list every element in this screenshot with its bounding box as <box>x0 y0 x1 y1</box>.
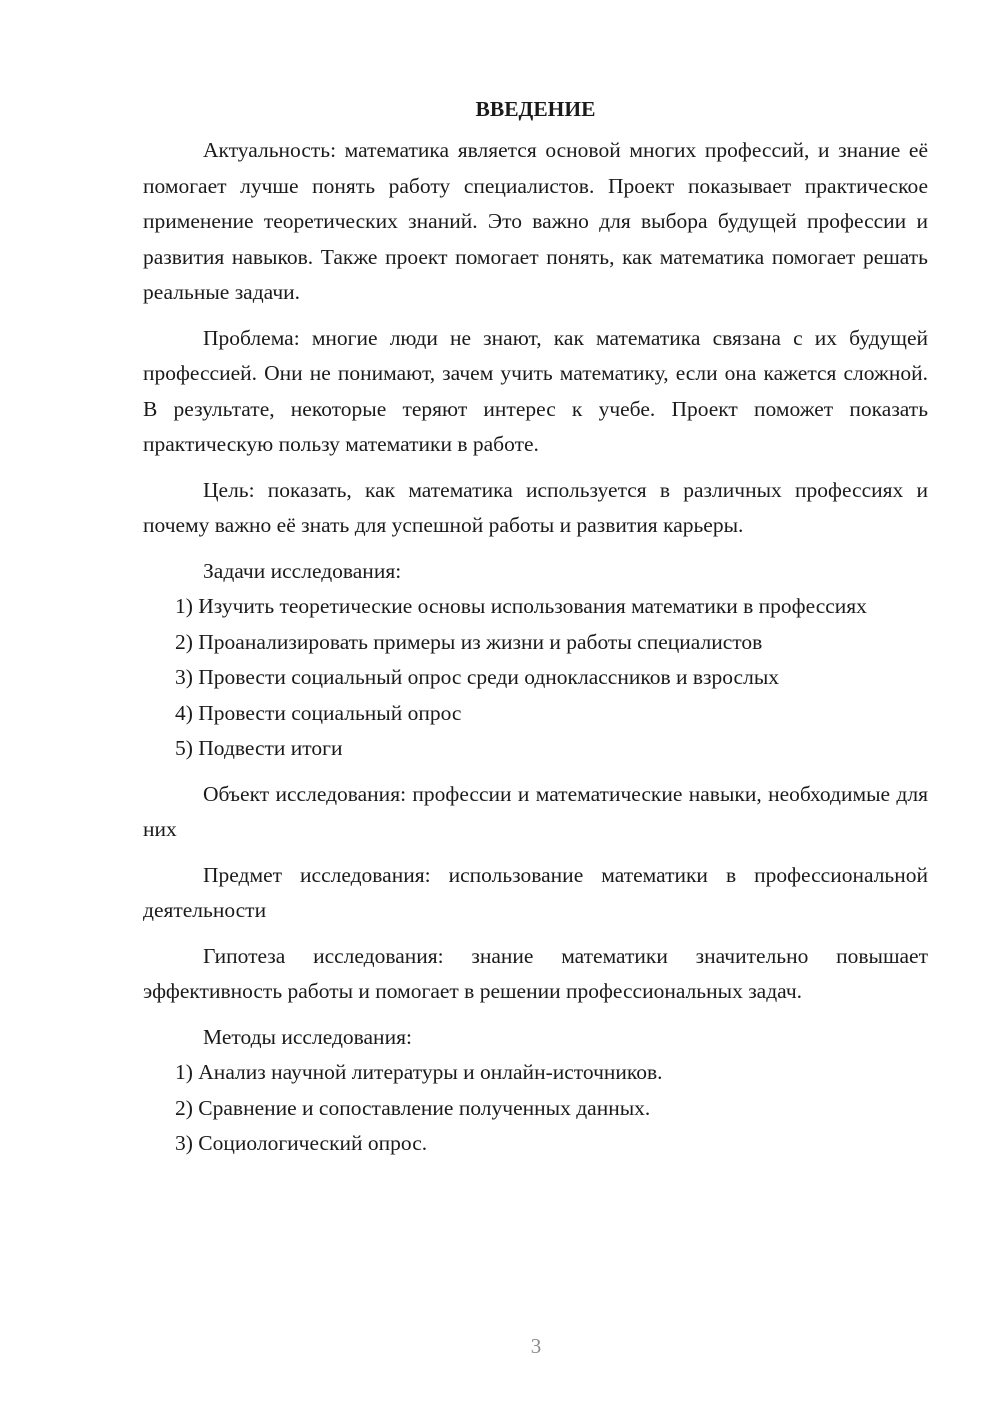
method-item: 3) Социологический опрос. <box>175 1131 428 1155</box>
task-item: 1) Изучить теоретические основы использования математики в профессиях <box>175 594 867 618</box>
method-item: 1) Анализ научной литературы и онлайн-источников. <box>175 1060 663 1084</box>
section-title: ВВЕДЕНИЕ <box>475 97 596 121</box>
tasks-heading: Задачи исследования: <box>203 558 402 583</box>
problem-paragraph: Проблема: многие люди не знают, как математика связана с их будущей профессией. Они не понимают, зачем учить математику, если она кажется сложной. В результате, некоторые теряют интерес к учебе. Проект поможет показать практическую пользу математики в работе. <box>143 325 928 456</box>
method-item: 2) Сравнение и сопоставление полученных данных. <box>175 1095 651 1120</box>
hypothesis-paragraph: Гипотеза исследования: знание математики значительно повышает эффективность работы и помогает в решении профессиональных задач. <box>143 943 928 1003</box>
task-item: 4) Провести социальный опрос <box>175 700 462 725</box>
task-item: 2) Проанализировать примеры из жизни и работы специалистов <box>175 629 763 654</box>
relevance-paragraph: Актуальность: математика является основой многих профессий, и знание её помогает лучше понять работу специалистов. Проект показывает практическое применение теоретических знаний. Это важно для выбора будущей профессии и развития навыков. Также проект помогает понять, как математика помогает решать реальные задачи. <box>143 138 928 304</box>
methods-heading: Методы исследования: <box>203 1024 412 1049</box>
page-number: 3 <box>530 1334 542 1358</box>
object-paragraph: Объект исследования: профессии и математические навыки, необходимые для них <box>143 781 928 841</box>
page-content <box>143 92 928 1162</box>
task-item: 3) Провести социальный опрос среди одноклассников и взрослых <box>175 665 780 689</box>
task-item: 5) Подвести итоги <box>175 736 343 760</box>
subject-paragraph: Предмет исследования: использование математики в профессиональной деятельности <box>143 862 928 922</box>
goal-paragraph: Цель: показать, как математика используется в различных профессиях и почему важно её знать для успешной работы и развития карьеры. <box>143 477 928 537</box>
